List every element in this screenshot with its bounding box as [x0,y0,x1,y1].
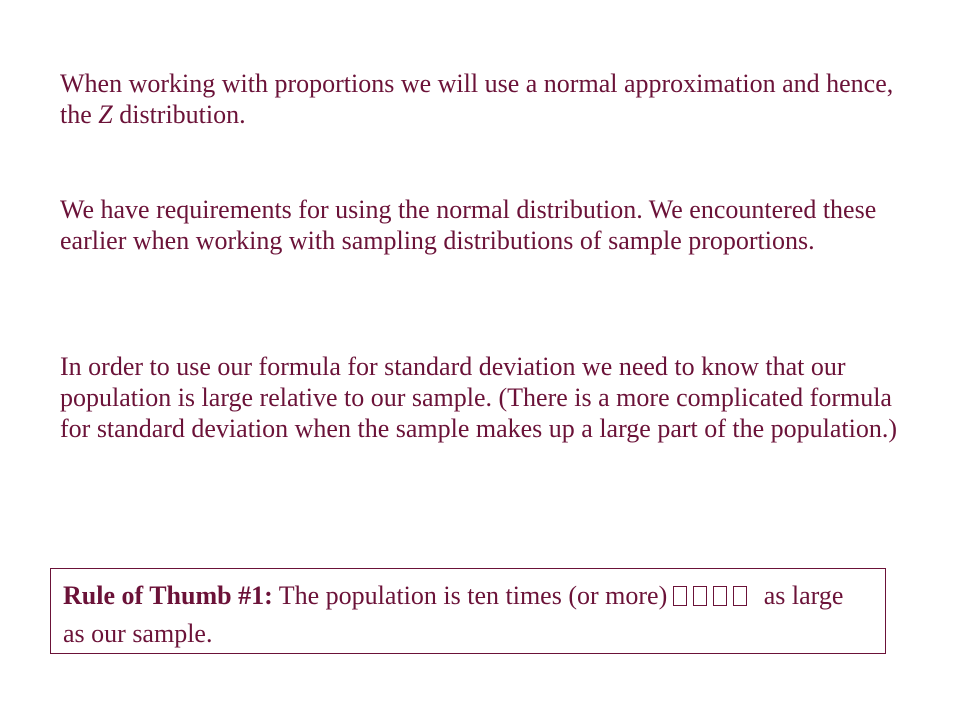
rule-text-a: The population is ten times (or more) [272,581,668,610]
rule-text-b: as large as our sample. [63,581,844,648]
paragraph-1-text-a: When working with proportions we will use a normal approximation and hence, the [60,69,894,129]
paragraph-1-text-b: distribution. [112,100,246,129]
rule-of-thumb-text [63,577,863,653]
rule-of-thumb-box [50,568,886,654]
missing-glyph-icons [673,577,753,615]
rule-of-thumb-label: Rule of Thumb #1: [63,581,273,610]
missing-glyph-icon [693,586,707,606]
paragraph-requirements: We have requirements for using the normal distribution. We encountered these earlier when working with sampling distributions of sample proportions. [60,195,877,255]
z-symbol: Z [98,100,113,129]
paragraph-normal-approximation [60,68,900,130]
missing-glyph-icon [673,586,687,606]
paragraph-population-size: In order to use our formula for standard deviation we need to know that our population is large relative to our sample. (There is a more complicated formula for standard deviation when the sample makes up a large part of the population.) [60,352,898,443]
missing-glyph-icon [733,586,747,606]
missing-glyph-icon [713,586,727,606]
